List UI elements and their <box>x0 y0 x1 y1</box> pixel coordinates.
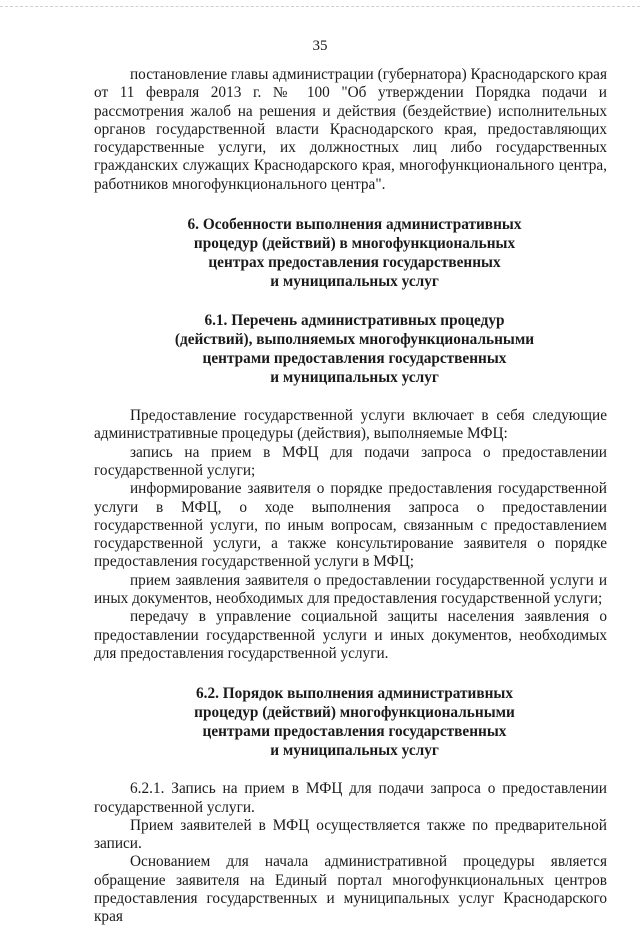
section-6-2-heading <box>94 684 607 760</box>
paragraph: Прием заявителей в МФЦ осуществляется также по предварительной записи. <box>94 816 607 853</box>
heading-line: центрами предоставления государственных <box>202 350 507 368</box>
paragraph: Предоставление государственной услуги включает в себя следующие административные процедуры (действия), выполняемые МФЦ: <box>94 407 607 443</box>
heading-line: центрами предоставления государственных <box>202 723 507 741</box>
section-6-1-heading <box>94 311 607 387</box>
heading-line: 6.1. Перечень административных процедур <box>204 312 505 330</box>
section-6-heading <box>94 215 607 291</box>
paragraph: Основанием для начала административной процедуры является обращение заявителя на Единый портал многофункциональных центров предоставления государственных и муниципальных услуг Краснодарского края <box>94 853 607 926</box>
paragraph: информирование заявителя о порядке предоставления государственной услуги в МФЦ, о ходе выполнения запроса о предоставлении государственной услуги, по иным вопросам, связанным с предоставлением государственной услуги, а также консультирование заявителя о порядке предоставления государственной услуги в МФЦ; <box>94 480 607 571</box>
heading-line: (действий), выполняемых многофункциональными <box>174 331 535 349</box>
paragraph: запись на прием в МФЦ для подачи запроса о предоставлении государственной услуги; <box>94 443 607 479</box>
heading-line: центрах предоставления государственных <box>208 254 501 272</box>
page-number: 35 <box>312 38 328 54</box>
heading-line: процедур (действий) в многофункциональных <box>193 235 516 253</box>
heading-line: и муниципальных услуг <box>270 273 439 291</box>
paragraph: передачу в управление социальной защиты населения заявления о предоставлении государственной услуги и иных документов, необходимых для предоставления государственной услуги. <box>94 608 607 662</box>
heading-line: процедур (действий) многофункциональными <box>194 704 515 722</box>
heading-line: 6.2. Порядок выполнения административных <box>196 685 513 703</box>
scan-top-border <box>0 6 640 7</box>
heading-line: и муниципальных услуг <box>270 369 439 387</box>
paragraph: 6.2.1. Запись на прием в МФЦ для подачи запроса о предоставлении государственной услуги. <box>94 780 607 816</box>
section-6-1-body <box>94 407 607 663</box>
section-6-2-body <box>94 780 607 926</box>
paragraph: прием заявления заявителя о предоставлении государственной услуги и иных документов, необходимых для предоставления государственной услуги; <box>94 571 607 608</box>
heading-line: и муниципальных услуг <box>270 742 439 760</box>
intro-paragraph: постановление главы администрации (губернатора) Краснодарского края от 11 февраля 2013 г. № 100 "Об утверждении Порядка подачи и рассмотрения жалоб на решения и действия (бездействие) исполнительных органов государственной власти Краснодарского края, предоставляющих государственные услуги, их должностных лиц либо государственных гражданских служащих Краснодарского края, многофункционального центра, работников многофункционального центра". <box>94 66 607 193</box>
heading-line: 6. Особенности выполнения административных <box>187 216 522 234</box>
document-body <box>94 66 607 927</box>
